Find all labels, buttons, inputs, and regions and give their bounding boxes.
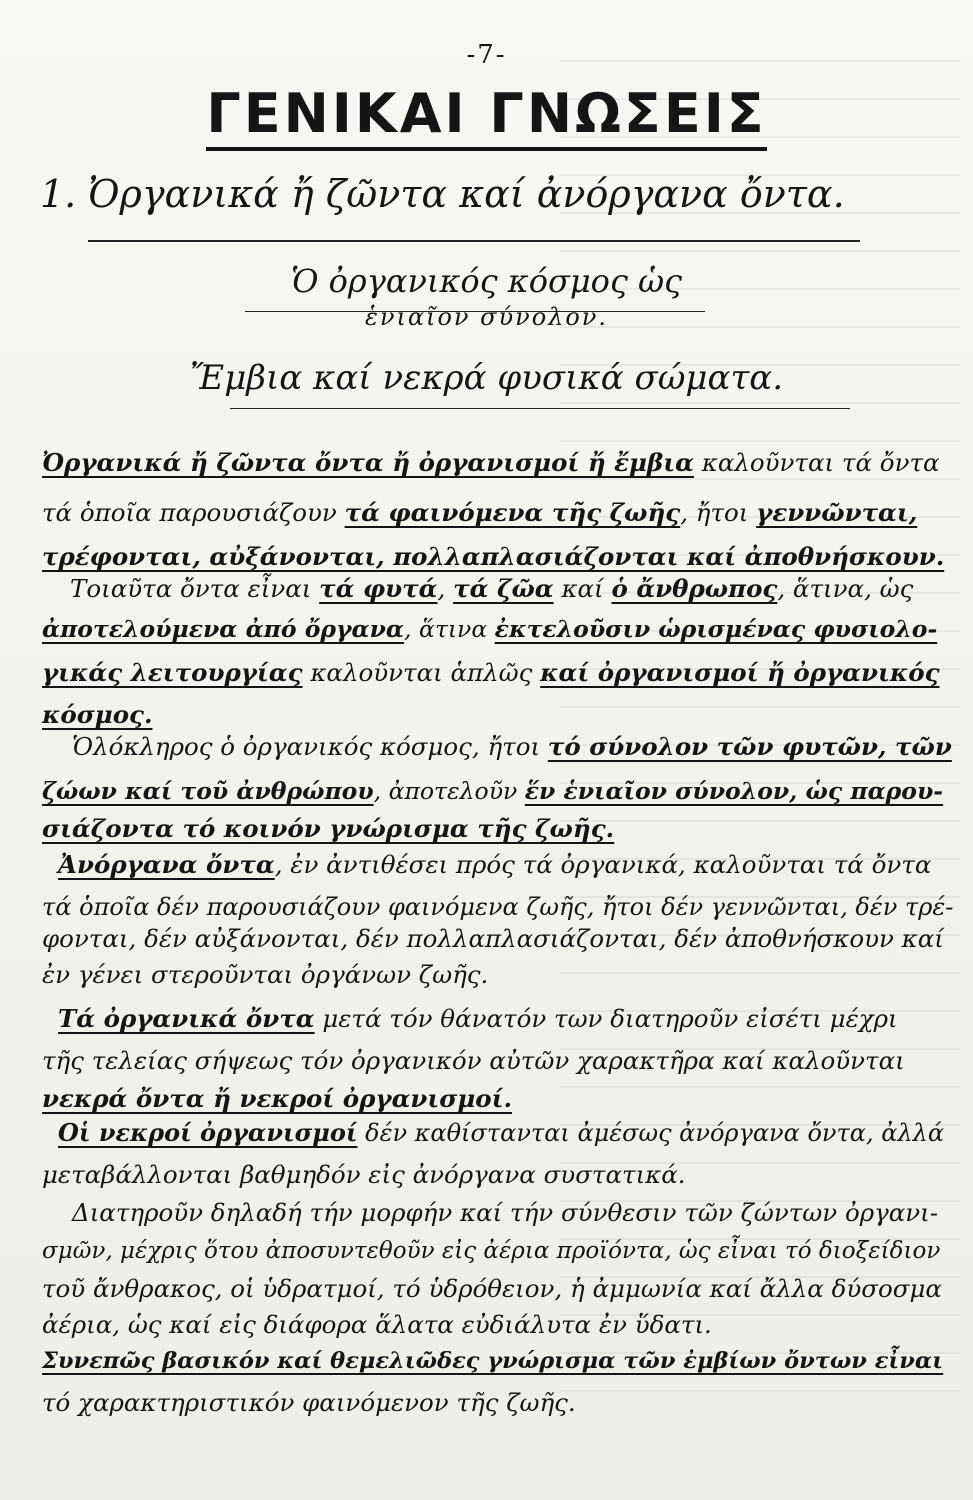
text-span: μετά τόν θάνατόν των διατηροῦν εἰσέτι μέχρι	[314, 1004, 898, 1033]
subheading-3: Ἔμβια καί νεκρά φυσικά σώματα.	[189, 358, 784, 398]
term-underlined: Οἱ νεκροί ὀργανισμοί	[58, 1118, 358, 1147]
text-line	[70, 572, 913, 606]
text-line	[42, 1044, 905, 1078]
term-underlined: ὁ ἄνθρωπος	[611, 574, 778, 603]
term-underlined: τό σύνολον τῶν φυτῶν, τῶν	[547, 732, 952, 761]
term-underlined: ἐκτελοῦσιν ὡρισμένας φυσιολο-	[494, 615, 938, 643]
term-underlined: Συνεπῶς βασικόν καί θεμελιῶδες γνώρισμα τῶν ἐμβίων ὄντων εἶναι	[42, 1348, 944, 1374]
page-number: -7-	[466, 40, 507, 70]
text-span: ἀέρια, ὡς καί εἰς διάφορα ἅλατα εὐδιάλυτα ἐν ὕδατι.	[42, 1310, 712, 1339]
text-span: ,	[437, 574, 454, 603]
term-underlined: κόσμος.	[42, 700, 153, 729]
text-line	[42, 958, 488, 992]
text-line	[42, 1308, 712, 1342]
text-span: τό χαρακτηριστικόν φαινόμενον τῆς ζωῆς.	[42, 1388, 576, 1417]
text-span: τοῦ ἄνθρακος, οἱ ὑδρατμοί, τό ὑδρόθειον, ἡ ἀμμωνία καί ἄλλα δύσοσμα	[42, 1274, 942, 1303]
text-span: μεταβάλλονται βαθμηδόν εἰς ἀνόργανα συστατικά.	[42, 1160, 686, 1189]
text-line	[42, 1234, 940, 1268]
text-line	[72, 1196, 938, 1230]
term-underlined: ζώων καί τοῦ ἀνθρώπου	[42, 777, 374, 805]
text-span: καλοῦνται ἁπλῶς	[302, 658, 541, 687]
text-line	[42, 812, 614, 846]
term-underlined: σιάζοντα τό κοινόν γνώρισμα τῆς ζωῆς.	[42, 814, 615, 843]
subheading-3-underline	[230, 408, 850, 409]
text-span: τά ὁποῖα παρουσιάζουν	[42, 498, 345, 527]
text-span: δέν καθίστανται ἀμέσως ἀνόργανα ὄντα, ἀλλά	[357, 1119, 945, 1147]
text-line	[42, 446, 940, 480]
section-heading-underline	[88, 240, 860, 242]
term-underlined: καί ὀργανισμοί ἤ ὀργανικός	[540, 658, 940, 687]
text-span: , ἀποτελοῦν	[373, 777, 525, 805]
text-line	[58, 1002, 898, 1036]
text-line	[58, 1116, 944, 1150]
text-line	[42, 922, 944, 956]
text-span: , ἅτινα, ὡς	[777, 574, 914, 603]
term-underlined: Ἀνόργανα ὄντα	[58, 850, 275, 879]
text-span: τά ὁποῖα δέν παρουσιάζουν φαινόμενα ζωῆς, ἤτοι δέν γεννῶνται, δέν τρέ-	[42, 893, 954, 921]
text-span: Τοιαῦτα ὄντα εἶναι	[70, 574, 320, 603]
term-underlined: τά φαινόμενα τῆς ζωῆς	[344, 498, 681, 527]
text-line	[42, 890, 953, 924]
text-line	[42, 1158, 686, 1192]
page-title-text: ΓΕΝΙΚΑΙ ΓΝΩΣΕΙΣ	[206, 82, 766, 151]
text-span: Ὁλόκληρος ὁ ὀργανικός κόσμος, ἤτοι	[72, 732, 548, 761]
section-heading: 1. Ὀργανικά ἤ ζῶντα καί ἀνόργανα ὄντα.	[40, 172, 845, 216]
subheading-2: ἑνιαῖον σύνολον.	[364, 303, 609, 331]
text-line	[42, 496, 917, 530]
term-underlined: ἕν ἑνιαῖον σύνολον, ὡς παρου-	[524, 777, 944, 805]
term-underlined: τρέφονται, αὐξάνονται, πολλαπλασιάζονται καί ἀποθνήσκουν.	[42, 542, 945, 571]
text-line	[72, 730, 952, 764]
text-line	[42, 774, 943, 808]
text-span: καί	[553, 574, 612, 603]
text-span: ἐν γένει στεροῦνται ὀργάνων ζωῆς.	[42, 960, 489, 989]
term-underlined: Ὀργανικά ἤ ζῶντα ὄντα ἤ ὀργανισμοί ἤ ἔμβια	[42, 448, 694, 477]
text-span: καλοῦνται τά ὄντα	[693, 448, 940, 477]
term-underlined: τά φυτά	[319, 574, 438, 603]
term-underlined: γεννῶνται,	[756, 498, 918, 527]
text-span: τῆς τελείας σήψεως τόν ὀργανικόν αὐτῶν χαρακτῆρα καί καλοῦνται	[42, 1046, 905, 1075]
term-underlined: νεκρά ὄντα ἤ νεκροί ὀργανισμοί.	[42, 1084, 512, 1113]
term-underlined: γικάς λειτουργίας	[42, 658, 303, 687]
term-underlined: τά ζῶα	[453, 574, 554, 603]
text-span: , ἅτινα	[404, 615, 495, 643]
page-title	[0, 82, 973, 145]
text-line	[42, 1272, 942, 1306]
text-span: , ἤτοι	[680, 498, 757, 527]
text-span: φονται, δέν αὐξάνονται, δέν πολλαπλασιάζονται, δέν ἀποθνήσκουν καί	[42, 924, 944, 953]
text-line	[58, 848, 931, 882]
subheading-1: Ὁ ὀργανικός κόσμος ὡς	[290, 262, 683, 300]
text-span: σμῶν, μέχρις ὅτου ἀποσυντεθοῦν εἰς ἀέρια προϊόντα, ὡς εἶναι τό διοξείδιον	[42, 1238, 941, 1264]
text-line	[42, 540, 944, 574]
text-line	[42, 1344, 943, 1378]
text-line	[42, 1386, 576, 1420]
text-line	[42, 656, 940, 690]
text-span: , ἐν ἀντιθέσει πρός τά ὀργανικά, καλοῦνται τά ὄντα	[274, 850, 932, 879]
text-line	[42, 1082, 512, 1116]
term-underlined: Τά ὀργανικά ὄντα	[58, 1004, 315, 1033]
text-line	[42, 612, 937, 646]
text-line	[42, 698, 153, 732]
text-span: Διατηροῦν δηλαδή τήν μορφήν καί τήν σύνθεσιν τῶν ζώντων ὀργανι-	[72, 1198, 939, 1227]
term-underlined: ἀποτελούμενα ἀπό ὄργανα	[42, 615, 405, 643]
